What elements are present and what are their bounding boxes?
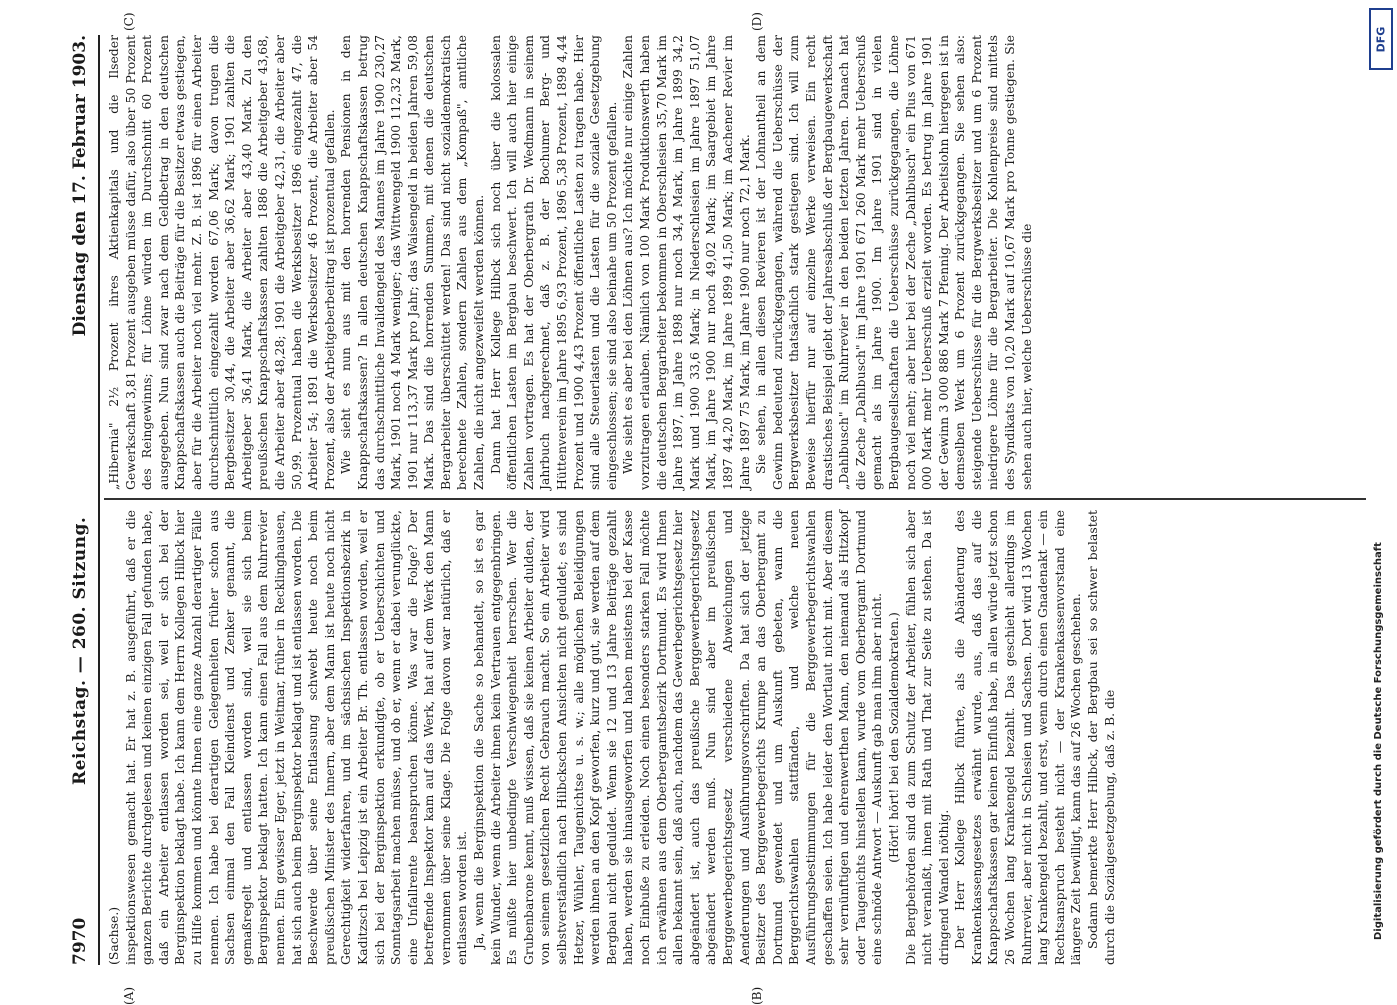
digitization-credit — [1373, 100, 1391, 940]
interjection: (Hört! hört! bei den Sozialdemokraten.) — [885, 612, 901, 863]
rotated-page — [60, 12, 1370, 1005]
margin-mark-a: (A) — [122, 986, 136, 1005]
page-title: Reichstag. — 260. Sitzung. — [70, 516, 90, 785]
paragraph: Wie sieht es aber bei den Löhnen aus? Ich möchte nur einige Zahlen vorzutragen erlauben. Nämlich von 100 Mark Produktionswerth haben die deutschen Bergarbeiter bekommen in Oberschlesien 35,70 Mark im Jahre 1897, im Jahre 1898 nur noch 34,4 Mark, im Jahre 1899 34,2 Mark und 1900 33,6 Mark; in Niederschlesien im Jahre 1897 51,07 Mark, im Jahre 1900 nur noch 49,02 Mark; im Saargebiet im Jahre 1897 44,20 Mark, im Jahre 1899 41,50 Mark; im Aachener Revier im Jahre 1897 75 Mark, im Jahre 1900 nur noch 72,1 Mark. — [620, 35, 752, 490]
dfg-logo-text: DFG — [1374, 26, 1388, 52]
left-column — [106, 510, 1118, 965]
page-header — [60, 35, 100, 965]
page-date: Dienstag den 17. Februar 1903. — [70, 35, 90, 337]
dfg-logo — [1369, 8, 1393, 70]
credit-text: Digitalisierung gefördert durch die Deutsche Forschungsgemeinschaft — [1373, 542, 1384, 940]
paragraph: „Hibernia" 2½ Prozent ihres Aktienkapitals und die Ilseder Gewerkschaft 3,81 Prozent ausgeben müsse dafür, also über 50 Prozent des Reingewinns; für Löhne würden im Durchschnitt 60 Prozent ausgegeben. Nun sind zwar nach dem Geldbetrag in den deutschen Knappschaftskassen auch die Beiträge für die Besitzer etwas gestiegen, aber für die Arbeiter noch viel mehr. Z. B. ist 1896 für einen Arbeiter durchschnittlich eingezahlt worden 67,06 Mark; davon trugen die Bergbesitzer 30,44, die Arbeiter aber 36,62 Mark; 1901 zahlten die Arbeitgeber 36,41 Mark, die Arbeiter aber 43,40 Mark. Zu den preußischen Knappschaftskassen zahlten 1886 die Arbeitgeber 43,68, die Arbeiter aber 48,28; 1901 die Arbeitgeber 42,31, die Arbeiter aber 50,99. Prozentual haben die Werksbesitzer 1896 eingezahlt 47, die Arbeiter 54; 1891 die Werksbesitzer 46 Prozent, die Arbeiter aber 54 Prozent, also der Arbeitgeberbeitrag ist prozentual gefallen. — [106, 35, 337, 490]
header-rule — [98, 35, 100, 965]
speaker-note: (Sachse.) — [106, 906, 121, 965]
paragraph: Ja, wenn die Berginspektion die Sache so behandelt, so ist es gar kein Wunder, wenn die Arbeiter ihnen kein Vertrauen entgegenbringen. Es müßte hier unbedingte Verschwiegenheit herrschen. Wer die Grubenbarone kennt, muß wissen, daß sie keinen Arbeiter dulden, der von seinem gesetzlichen Recht Gebrauch macht. So ein Arbeiter wird selbstverständlich nach Hilbckschen Ansichten nicht geduldet; es sind Hetzer, Wühler, Taugenichtse u. s. w.; alle möglichen Beleidigungen werden ihnen an den Kopf geworfen, kurz und gut, sie werden auf dem Bergbau nicht geduldet. Wenn sie 12 und 13 Jahre Beiträge gezahlt haben, werden sie hinausgeworfen und haben meistens bei der Kasse noch Einbuße zu erleiden. Noch einen besonders starken Fall möchte ich erwähnen aus dem Oberbergamtsbezirk Dortmund. Es wird Ihnen allen bekannt sein, daß auch, nachdem das Gewerbegerichtsgesetz hier abgeändert ist, auch das preußische Berggewerbegerichtsgesetz abgeändert werden muß. Nun sind aber im preußischen Berggewerbegerichtsgesetz verschiedene Abweichungen und Aenderungen und Ausführungsvorschriften. Da hat sich der jetzige Besitzer des Berggewerbegerichts Krumpe an das Oberbergamt zu Dortmund gewendet und um Auskunft gebeten, wann die Berggerichtswahlen stattfänden, und welche neuen Ausführungsbestimmungen für die Berggewerbegerichtswahlen geschaffen seien. Ich habe leider den Wortlaut nicht mit. Aber diesem sehr vernünftigen und ehrenwerthen Mann, den niemand als Hitzkopf oder Taugenichts hinstellen kann, wurde vom Oberbergamt Dortmund eine schnöde Antwort — Auskunft gab man ihm aber nicht. — [471, 510, 885, 965]
margin-mark-b: (B) — [750, 986, 764, 1005]
paragraph: Der Herr Kollege Hilbck führte, als die Abänderung des Krankenkassengesetzes erwähnt wurde, aus, daß das auf die Knappschaftskassen gar keinen Einfluß habe, in allen würde jetzt schon 26 Wochen lang Krankengeld bezahlt. Das geschieht allerdings im Ruhrrevier, aber nicht in Schlesien und Sachsen. Dort wird 13 Wochen lang Krankengeld bezahlt, und erst, wenn durch einen Gnadenakt — ein Rechtsanspruch besteht nicht — der Krankenkassenvorstand eine längere Zeit bewilligt, kann das auf 26 Wochen geschehen. — [952, 510, 1084, 965]
paragraph: Dann hat Herr Kollege Hilbck sich noch über die kolossalen öffentlichen Lasten im Bergbau beschwert. Ich will auch hier einige Zahlen vortragen. Es hat der Oberbergrath Dr. Wedmann in seinem Jahrbuch nachgerechnet, daß z. B. der Bochumer Berg- und Hüttenverein im Jahre 1895 6,93 Prozent, 1896 5,38 Prozent, 1898 4,44 Prozent und 1900 4,43 Prozent öffentliche Lasten zu tragen habe. Hier sind alle Steuerlasten und die Lasten für die soziale Gesetzgebung eingeschlossen; sie sind also beinahe um 50 Prozent gefallen. — [487, 35, 619, 490]
right-column — [106, 35, 1035, 490]
paragraph: Die Bergbehörden sind da zum Schutz der Arbeiter, fühlen sich aber nicht veranlaßt, ihnen mit Rath und That zur Seite zu stehen. Da ist dringend Wandel nöthig. — [902, 510, 951, 965]
paragraph: Sie sehen, in allen diesen Revieren ist der Lohnantheil an dem Gewinn bedeutend zurückgegangen, während die Ueberschüsse der Bergwerksbesitzer thatsächlich stark gestiegen sind. Ich will zum Beweise hierfür nur auf einzelne Werke verweisen. Ein recht drastisches Beispiel giebt der Jahresabschluß der Bergbaugewerkschaft „Dahlbusch" im Ruhrrevier in den beiden letzten Jahren. Danach hat die Zeche „Dahlbusch" im Jahre 1901 671 260 Mark mehr Ueberschuß gemacht als im Jahre 1900. Im Jahre 1901 sind in vielen Bergbaugesellschaften die Ueberschüsse zurückgegangen, die Löhne noch viel mehr; aber hier bei der Zeche „Dahlbusch" ein Plus von 671 000 Mark mehr Ueberschuß erzielt worden. Es betrug im Jahre 1901 der Gewinn 3 000 886 Mark 7 Pfennig. Der Arbeitslohn hiergegen ist in demselben Werk um 6 Prozent zurückgegangen. Sie sehen also: steigende Ueberschüsse für die Bergwerksbesitzer und um 6 Prozent niedrigere Löhne für die Bergarbeiter. Die Kohlenpreise sind mittels des Syndikats von 10,20 Mark auf 10,67 Mark pro Tonne gestiegen. Sie sehen auch hier, welche Ueberschüsse die — [753, 35, 1034, 490]
paragraph: inspektionswesen gemacht hat. Er hat z. B. ausgeführt, daß er die ganzen Berichte durchgelesen und keinen einzigen Fall gefunden habe, daß ein Arbeiter entlassen worden sei, weil er sich bei der Berginspektion beklagt habe. Ich kann dem Herrn Kollegen Hilbck hier zu Hilfe kommen und könnte Ihnen eine ganze Anzahl derartiger Fälle nennen. Ich habe bei derartigen Gelegenheiten früher schon aus Sachsen einmal den Fall Kleindienst und Zenker genannt, die gemaßregelt und entlassen worden sind, weil sie sich beim Berginspektor beklagt hatten. Ich kann einen Fall aus dem Ruhrrevier nennen. Ein gewisser Eger, jetzt in Weitmar, früher in Recklinghausen, hat sich auch beim Berginspektor beklagt und ist entlassen worden. Die Beschwerde über seine Entlassung schwebt heute noch beim preußischen Minister des Innern, aber dem Mann ist heute noch nicht Gerechtigkeit widerfahren, und im sächsischen Inspektionsbezirk in Kaditzsch bei Leipzig ist ein Arbeiter Br. Th. entlassen worden, weil er sich bei der Berginspektion erkundigte, ob er Ueberschichten und Sonntagsarbeit machen müsse, und ob er, wenn er dabei verunglückte, eine Unfallrente beanspruchen könne. Was war die Folge? Der betreffende Inspektor kam auf das Werk, hat auf dem Werk den Mann vernommen über seine Klage. Die Folge davon war natürlich, daß er entlassen worden ist. — [122, 510, 470, 965]
margin-mark-d: (D) — [750, 12, 764, 31]
margin-mark-c: (C) — [122, 12, 136, 31]
column-divider — [104, 498, 1366, 500]
page-number: 7970 — [70, 917, 90, 965]
paragraph: Sodann bemerkte Herr Hilbck, der Bergbau sei so schwer belastet durch die Sozialgesetzgebung, daß z. B. die — [1085, 510, 1117, 965]
paragraph: Wie sieht es nun aus mit den horrenden Pensionen in den Knappschaftskassen? In allen deutschen Knappschaftskassen betrug das durchschnittliche Invalidengeld des Mannes im Jahre 1900 230,27 Mark, 1901 noch 4 Mark weniger; das Wittwengeld 1900 112,32 Mark, 1901 nur 113,37 Mark pro Jahr; das Waisengeld in beiden Jahren 59,08 Mark. Das sind die horrenden Summen, mit denen die deutschen Bergarbeiter überschüttet werden! Das sind nicht sozialdemokratisch berechnete Zahlen, sondern Zahlen aus dem „Kompaß", amtliche Zahlen, die nicht angezweifelt werden können. — [338, 35, 487, 490]
